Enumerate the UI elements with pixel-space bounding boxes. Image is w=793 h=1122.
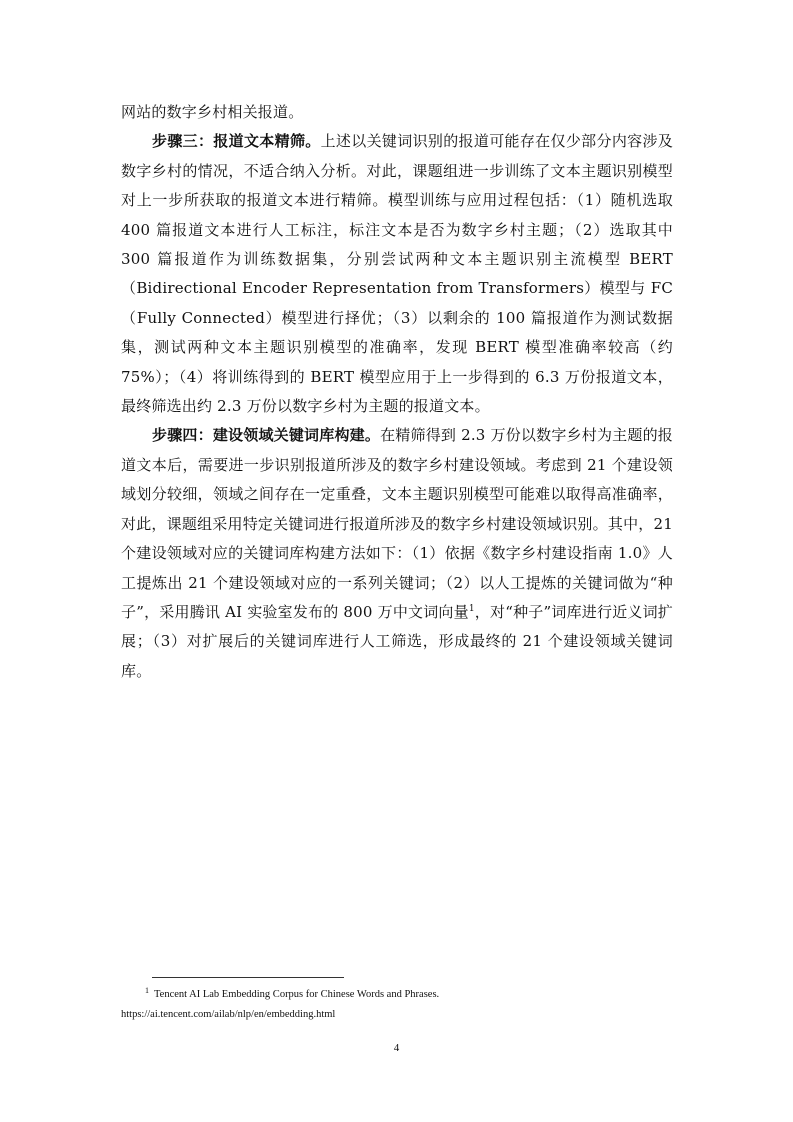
paragraph-step-four	[121, 421, 673, 686]
paragraph-continuation	[121, 98, 673, 127]
paragraph-text: 上述以关键词识别的报道可能存在仅少部分内容涉及数字乡村的情况，不适合纳入分析。对此，课题组进一步训练了文本主题识别模型对上一步所获取的报道文本进行精筛。模型训练与应用过程包括：（1）随机选取 400 篇报道文本进行人工标注，标注文本是否为数字乡村主题；（2）选取其中 300 篇报道作为训练数据集，分别尝试两种文本主题识别主流模型 BERT（Bidirectional Encoder Representation from Transformers）模型与 FC（Fully Connected）模型进行择优；（3）以剩余的 100 篇报道作为测试数据集，测试两种文本主题识别模型的准确率，发现 BERT 模型准确率较高（约 75%）；（4）将训练得到的 BERT 模型应用于上一步得到的 6.3 万份报道文本，最终筛选出约 2.3 万份以数字乡村为主题的报道文本。	[121, 132, 674, 416]
paragraph-text: ，对“种子”词库进行近义词扩展；（3）对扩展后的关键词库进行人工筛选，形成最终的 21 个建设领域关键词库。	[121, 602, 674, 680]
paragraph-text: 在精筛得到 2.3 万份以数字乡村为主题的报道文本后，需要进一步识别报道所涉及的数字乡村建设领域。考虑到 21 个建设领域划分较细，领域之间存在一定重叠，文本主题识别模型可能难以取得高准确率，对此，课题组采用特定关键词进行报道所涉及的数字乡村建设领域识别。其中，21 个建设领域对应的关键词库构建方法如下：（1）依据《数字乡村建设指南 1.0》人工提炼出 21 个建设领域对应的一系列关键词；（2）以人工提炼的关键词做为“种子”，采用腾讯 AI 实验室发布的 800 万中文词向量	[121, 426, 673, 621]
footnote-divider	[152, 977, 344, 978]
step-three-heading: 步骤三：报道文本精筛。	[152, 132, 321, 151]
footnote-text: Tencent AI Lab Embedding Corpus for Chinese Words and Phrases.	[154, 989, 440, 1000]
paragraph-text: 网站的数字乡村相关报道。	[121, 103, 304, 121]
footnote-mark: 1	[145, 985, 149, 995]
step-four-heading: 步骤四：建设领域关键词库构建。	[152, 426, 381, 445]
footnote-url[interactable]: https://ai.tencent.com/ailab/nlp/en/embedding.html	[121, 1009, 336, 1020]
footnote	[121, 985, 681, 1025]
page-number: 4	[393, 1042, 400, 1054]
paragraph-step-three	[121, 127, 673, 421]
footnote-reference[interactable]: 1	[468, 603, 475, 614]
footnote-line-1	[121, 985, 681, 1005]
body-text	[121, 98, 673, 686]
